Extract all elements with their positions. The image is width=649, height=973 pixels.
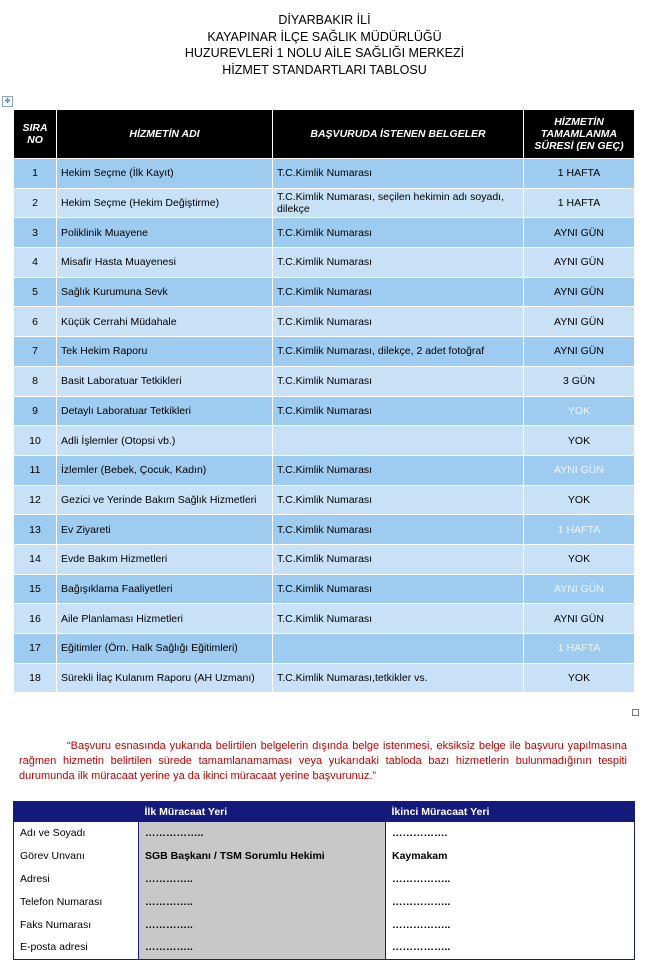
cell-duration: YOK [524, 426, 635, 456]
table-row [14, 544, 635, 574]
cell-documents: T.C.Kimlik Numarası [273, 515, 524, 545]
application-first: ………….. [139, 890, 386, 913]
cell-duration: AYNI GÜN [524, 218, 635, 248]
cell-duration: YOK [524, 485, 635, 515]
table-move-handle-icon[interactable]: ✥ [2, 96, 13, 107]
service-standards-table [13, 109, 635, 693]
cell-duration: 3 GÜN [524, 366, 635, 396]
cell-service: Tek Hekim Raporu [57, 337, 273, 367]
table-row [14, 574, 635, 604]
cell-service: İzlemler (Bebek, Çocuk, Kadın) [57, 455, 273, 485]
cell-documents: T.C.Kimlik Numarası [273, 277, 524, 307]
table-resize-handle[interactable] [632, 709, 639, 716]
cell-duration: AYNI GÜN [524, 277, 635, 307]
application-second: …………….. [386, 913, 635, 936]
application-label: Telefon Numarası [14, 890, 139, 913]
cell-service: Hekim Seçme (Hekim Değiştirme) [57, 188, 273, 218]
application-header-row [14, 802, 635, 823]
table-row [14, 366, 635, 396]
table-row [14, 159, 635, 189]
application-second: ……………. [386, 822, 635, 845]
cell-service: Gezici ve Yerinde Bakım Sağlık Hizmetleri [57, 485, 273, 515]
application-body [14, 822, 635, 959]
cell-documents: T.C.Kimlik Numarası [273, 396, 524, 426]
cell-no: 3 [14, 218, 57, 248]
cell-no: 13 [14, 515, 57, 545]
cell-documents: T.C.Kimlik Numarası [273, 604, 524, 634]
cell-service: Misafir Hasta Muayenesi [57, 248, 273, 278]
cell-service: Evde Bakım Hizmetleri [57, 544, 273, 574]
cell-documents: T.C.Kimlik Numarası [273, 574, 524, 604]
cell-documents: T.C.Kimlik Numarası [273, 455, 524, 485]
application-places-table [13, 801, 635, 960]
title-line-table-name: HİZMET STANDARTLARI TABLOSU [222, 62, 427, 77]
cell-no: 16 [14, 604, 57, 634]
cell-service: Detaylı Laboratuar Tetkikleri [57, 396, 273, 426]
cell-service: Sürekli İlaç Kulanım Raporu (AH Uzmanı) [57, 663, 273, 693]
application-header-first: İlk Müracaat Yeri [139, 802, 386, 823]
table-row [14, 307, 635, 337]
application-row [14, 936, 635, 959]
header-documents: BAŞVURUDA İSTENEN BELGELER [273, 110, 524, 159]
cell-service: Küçük Cerrahi Müdahale [57, 307, 273, 337]
cell-no: 17 [14, 634, 57, 664]
application-row [14, 868, 635, 891]
header-service: HİZMETİN ADI [57, 110, 273, 159]
cell-service: Ev Ziyareti [57, 515, 273, 545]
cell-no: 10 [14, 426, 57, 456]
cell-service: Hekim Seçme (İlk Kayıt) [57, 159, 273, 189]
application-row [14, 845, 635, 868]
cell-no: 11 [14, 455, 57, 485]
table-row [14, 396, 635, 426]
cell-service: Basit Laboratuar Tetkikleri [57, 366, 273, 396]
cell-documents: T.C.Kimlik Numarası [273, 248, 524, 278]
application-second: Kaymakam [386, 845, 635, 868]
cell-duration: AYNI GÜN [524, 604, 635, 634]
table-row [14, 337, 635, 367]
cell-documents: T.C.Kimlik Numarası [273, 544, 524, 574]
application-second: …………….. [386, 890, 635, 913]
cell-documents: T.C.Kimlik Numarası,tetkikler vs. [273, 663, 524, 693]
cell-documents: T.C.Kimlik Numarası [273, 218, 524, 248]
cell-service: Bağışıklama Faaliyetleri [57, 574, 273, 604]
application-label: Görev Unvanı [14, 845, 139, 868]
cell-duration: 1 HAFTA [524, 159, 635, 189]
cell-duration: AYNI GÜN [524, 248, 635, 278]
cell-duration: 1 HAFTA [524, 634, 635, 664]
cell-service: Sağlık Kurumuna Sevk [57, 277, 273, 307]
application-header-second: İkinci Müracaat Yeri [386, 802, 635, 823]
document-title [0, 12, 649, 78]
table-row [14, 604, 635, 634]
table-header-row [14, 110, 635, 159]
application-first: ………….. [139, 913, 386, 936]
cell-documents: T.C.Kimlik Numarası, dilekçe, 2 adet fotoğraf [273, 337, 524, 367]
cell-duration: AYNI GÜN [524, 337, 635, 367]
application-second: …………….. [386, 936, 635, 959]
application-row [14, 913, 635, 936]
table-row [14, 188, 635, 218]
header-no: SIRA NO [14, 110, 57, 159]
application-label: Adresi [14, 868, 139, 891]
application-first: ………….. [139, 936, 386, 959]
cell-documents [273, 426, 524, 456]
header-duration: HİZMETİN TAMAMLANMA SÜRESİ (EN GEÇ) [524, 110, 635, 159]
cell-duration: AYNI GÜN [524, 574, 635, 604]
title-line-province: DİYARBAKIR İLİ [278, 13, 371, 27]
cell-duration: 1 HAFTA [524, 188, 635, 218]
cell-documents: T.C.Kimlik Numarası [273, 485, 524, 515]
cell-documents: T.C.Kimlik Numarası [273, 307, 524, 337]
application-header-blank [14, 802, 139, 823]
table-row [14, 218, 635, 248]
table-row [14, 634, 635, 664]
cell-no: 1 [14, 159, 57, 189]
application-row [14, 890, 635, 913]
cell-duration: YOK [524, 396, 635, 426]
cell-documents: T.C.Kimlik Numarası [273, 366, 524, 396]
cell-no: 8 [14, 366, 57, 396]
table-row [14, 426, 635, 456]
application-first: SGB Başkanı / TSM Sorumlu Hekimi [139, 845, 386, 868]
complaint-note: “Başvuru esnasında yukarıda belirtilen belgelerin dışında belge istenmesi, eksiksiz belge ile başvuru yapılmasına rağmen hizmetin belirtilen sürede tamamlanamaması veya yukarıdaki tabloda bazı hizmetlerin bulunmadığının tespiti durumunda ilk müracaat yerine ya da ikinci müracaat yerine başvurunuz.” [19, 740, 627, 782]
cell-no: 7 [14, 337, 57, 367]
cell-documents [273, 634, 524, 664]
title-line-center: HUZUREVLERİ 1 NOLU AİLE SAĞLIĞI MERKEZİ [184, 46, 465, 60]
table-row [14, 248, 635, 278]
application-second: …………….. [386, 868, 635, 891]
cell-no: 6 [14, 307, 57, 337]
table-row [14, 663, 635, 693]
application-label: Adı ve Soyadı [14, 822, 139, 845]
table-body [14, 159, 635, 693]
cell-no: 18 [14, 663, 57, 693]
table-row [14, 485, 635, 515]
application-first: …………….. [139, 822, 386, 845]
table-row [14, 455, 635, 485]
application-first: ………….. [139, 868, 386, 891]
cell-no: 4 [14, 248, 57, 278]
table-row [14, 277, 635, 307]
cell-documents: T.C.Kimlik Numarası, seçilen hekimin adı soyadı, dilekçe [273, 188, 524, 218]
cell-duration: AYNI GÜN [524, 455, 635, 485]
cell-no: 9 [14, 396, 57, 426]
cell-no: 2 [14, 188, 57, 218]
cell-documents: T.C.Kimlik Numarası [273, 159, 524, 189]
cell-duration: YOK [524, 663, 635, 693]
cell-duration: YOK [524, 544, 635, 574]
cell-service: Aile Planlaması Hizmetleri [57, 604, 273, 634]
cell-no: 14 [14, 544, 57, 574]
application-label: Faks Numarası [14, 913, 139, 936]
cell-duration: AYNI GÜN [524, 307, 635, 337]
table-row [14, 515, 635, 545]
cell-service: Poliklinik Muayene [57, 218, 273, 248]
cell-service: Adli İşlemler (Otopsi vb.) [57, 426, 273, 456]
cell-service: Eğitimler (Örn. Halk Sağlığı Eğitimleri) [57, 634, 273, 664]
application-row [14, 822, 635, 845]
cell-no: 12 [14, 485, 57, 515]
cell-duration: 1 HAFTA [524, 515, 635, 545]
title-line-district: KAYAPINAR İLÇE SAĞLIK MÜDÜRLÜĞÜ [207, 29, 442, 44]
cell-no: 5 [14, 277, 57, 307]
cell-no: 15 [14, 574, 57, 604]
application-label: E-posta adresi [14, 936, 139, 959]
